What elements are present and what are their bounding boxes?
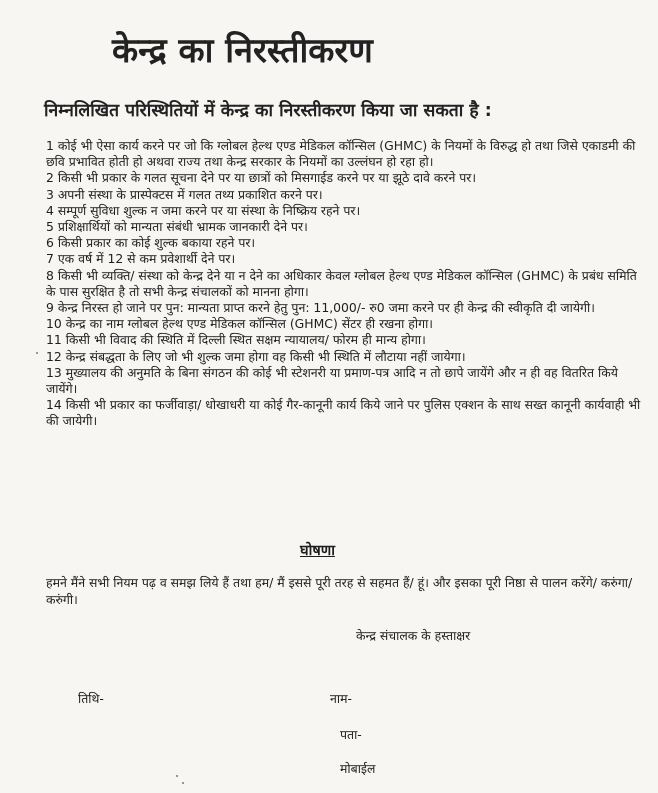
rule-item: 2 किसी भी प्रकार के गलत सूचना देने पर या छात्रों को मिसगाईड करने पर या झूठे दावे करने पर। <box>46 170 477 186</box>
rule-item: 9 केन्द्र निरस्त हो जाने पर पुन: मान्यता प्राप्त करने हेतु पुन: 11,000/- रु0 जमा करने पर ही केन्द्र की स्वीकृति दी जायेगी। <box>46 300 595 316</box>
rule-item: 13 मुख्यालय की अनुमति के बिना संगठन की कोई भी स्टेशनरी या प्रमाण-पत्र आदि न तो छापे जायेंगे और न ही वह वितरित किये जायेंगे। <box>46 364 618 397</box>
rule-item: 12 केन्द्र संबद्धता के लिए जो भी शुल्क जमा होगा वह किसी भी स्थिति में लौटाया नहीं जायेगा। <box>46 348 466 364</box>
address-field-label: पता- <box>340 727 362 742</box>
rule-item: 5 प्रशिक्षार्थियों को मान्यता संबंधी भ्रामक जानकारी देने पर। <box>46 219 308 235</box>
rule-item: 4 सम्पूर्ण सुविधा शुल्क न जमा करने पर या संस्था के निष्क्रिय रहने पर। <box>46 202 361 218</box>
scan-speck <box>182 782 184 784</box>
mobile-field-label: मोबाईल <box>340 761 376 776</box>
rule-item: 14 किसी भी प्रकार का फर्जीवाड़ा/ धोखाधरी या कोई गैर-कानूनी कार्य किये जाने पर पुलिस एक्शन के साथ सख्त कानूनी कार्यवाही भी की जायेगी। <box>46 397 641 429</box>
page-subtitle: निम्नलिखित परिस्थितियों में केन्द्र का निरस्तीकरण किया जा सकता है : <box>44 101 492 121</box>
scan-speck <box>36 352 38 354</box>
rules-list <box>46 138 644 430</box>
declaration-text: हमने मैंने सभी नियम पढ़ व समझ लिये हैं तथा हम/ मैं इससे पूरी तरह से सहमत हैं/ हूं। और इसका पूरी निष्ठा से पालन करेंगे/ करुंगा/करुंगी। <box>46 575 633 607</box>
signature-label: केन्द्र संचालक के हस्ताक्षर <box>356 628 471 643</box>
rule-item: 3 अपनी संस्था के प्रास्पेक्टस में गलत तथ्य प्रकाशित करने पर। <box>46 186 323 202</box>
rule-item: 6 किसी प्रकार का कोई शुल्क बकाया रहने पर। <box>46 235 256 251</box>
rule-item: 8 किसी भी व्यक्ति/ संस्था को केन्द्र देने या न देने का अधिकार केवल ग्लोबल हेल्थ एण्ड मेडिकल कॉन्सिल (GHMC) के प्रबंध समिति के पास सुरक्षित है तो सभी केन्द्र संचालकों को मानना होगा। <box>46 267 637 299</box>
rule-item: 11 किसी भी विवाद की स्थिति में दिल्ली स्थित सक्षम न्यायालय/ फोरम ही मान्य होगा। <box>46 332 426 348</box>
name-field-label: नाम- <box>330 691 352 706</box>
rule-item: 10 केन्द्र का नाम ग्लोबल हेल्थ एण्ड मेडिकल कॉन्सिल (GHMC) सेंटर ही रखना होगा। <box>46 316 433 332</box>
rule-item: 1 कोई भी ऐसा कार्य करने पर जो कि ग्लोबल हेल्थ एण्ड मेडिकल कॉन्सिल (GHMC) के नियमों के विरुद्ध हो तथा जिसे एकाडमी की छवि प्रभावित होती हो अथवा राज्य तथा केन्द्र सरकार के नियमों का उल्लंघन हो रहा हो। <box>46 138 636 170</box>
rule-item: 7 एक वर्ष में 12 से कम प्रवेशार्थी देने पर। <box>46 251 236 267</box>
date-field-label: तिथि- <box>78 691 104 706</box>
page-title: केन्द्र का निरस्तीकरण <box>112 31 373 71</box>
scan-speck <box>176 775 178 777</box>
declaration-heading: घोषणा <box>300 543 335 559</box>
